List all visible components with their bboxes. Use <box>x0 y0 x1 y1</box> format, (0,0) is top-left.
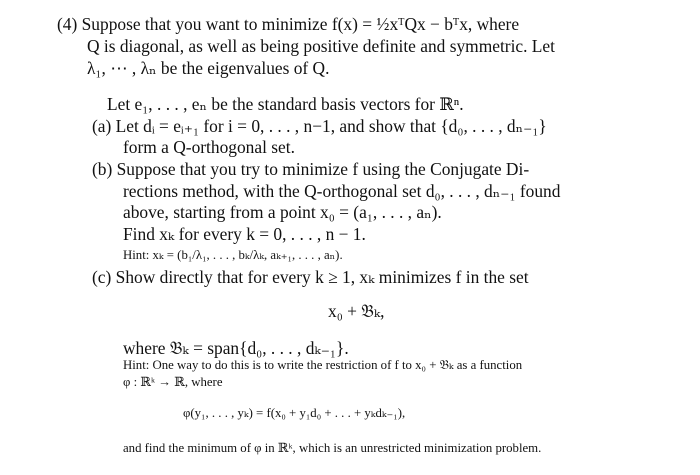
part-b-hint: Hint: xₖ = (b₁/λ₁, . . . , bₖ/λₖ, aₖ₊₁, . . . , aₙ). <box>123 248 343 262</box>
intro-line-3: λ₁, ⋯ , λₙ be the eigenvalues of Q. <box>87 58 330 78</box>
part-b-line-4: Find xₖ for every k = 0, . . . , n − 1. <box>123 224 366 244</box>
part-c-line: (c) Show directly that for every k ≥ 1, xₖ minimizes f in the set <box>92 267 529 287</box>
part-b-line-1: (b) Suppose that you try to minimize f using the Conjugate Di- <box>92 159 530 179</box>
where-line: where 𝔅ₖ = span{d₀, . . . , dₖ₋₁}. <box>123 338 349 358</box>
phi-definition: φ(y₁, . . . , yₖ) = f(x₀ + y₁d₀ + . . . + yₖdₖ₋₁), <box>183 406 406 420</box>
basis-line: Let e₁, . . . , eₙ be the standard basis vectors for ℝⁿ. <box>107 94 464 114</box>
part-c-hint-line-1: Hint: One way to do this is to write the restriction of f to x₀ + 𝔅ₖ as a function <box>123 358 523 372</box>
part-b-line-3: above, starting from a point x₀ = (a₁, . . . , aₙ). <box>123 202 442 222</box>
part-c-hint-line-2: φ : ℝᵏ → ℝ, where <box>123 375 223 389</box>
intro-line-2: Q is diagonal, as well as being positive definite and symmetric. Let <box>87 36 555 56</box>
final-line: and find the minimum of φ in ℝᵏ, which is an unrestricted minimization problem. <box>123 441 542 455</box>
display-set: x₀ + 𝔅ₖ, <box>328 301 385 321</box>
part-a-line-2: form a Q-orthogonal set. <box>123 137 295 157</box>
part-a-line-1: (a) Let dᵢ = eᵢ₊₁ for i = 0, . . . , n−1, and show that {d₀, . . . , dₙ₋₁} <box>92 116 547 136</box>
intro-line-1: (4) Suppose that you want to minimize f(x) = ½xᵀQx − bᵀx, where <box>57 14 520 34</box>
part-b-line-2: rections method, with the Q-orthogonal set d₀, . . . , dₙ₋₁ found <box>123 181 561 201</box>
